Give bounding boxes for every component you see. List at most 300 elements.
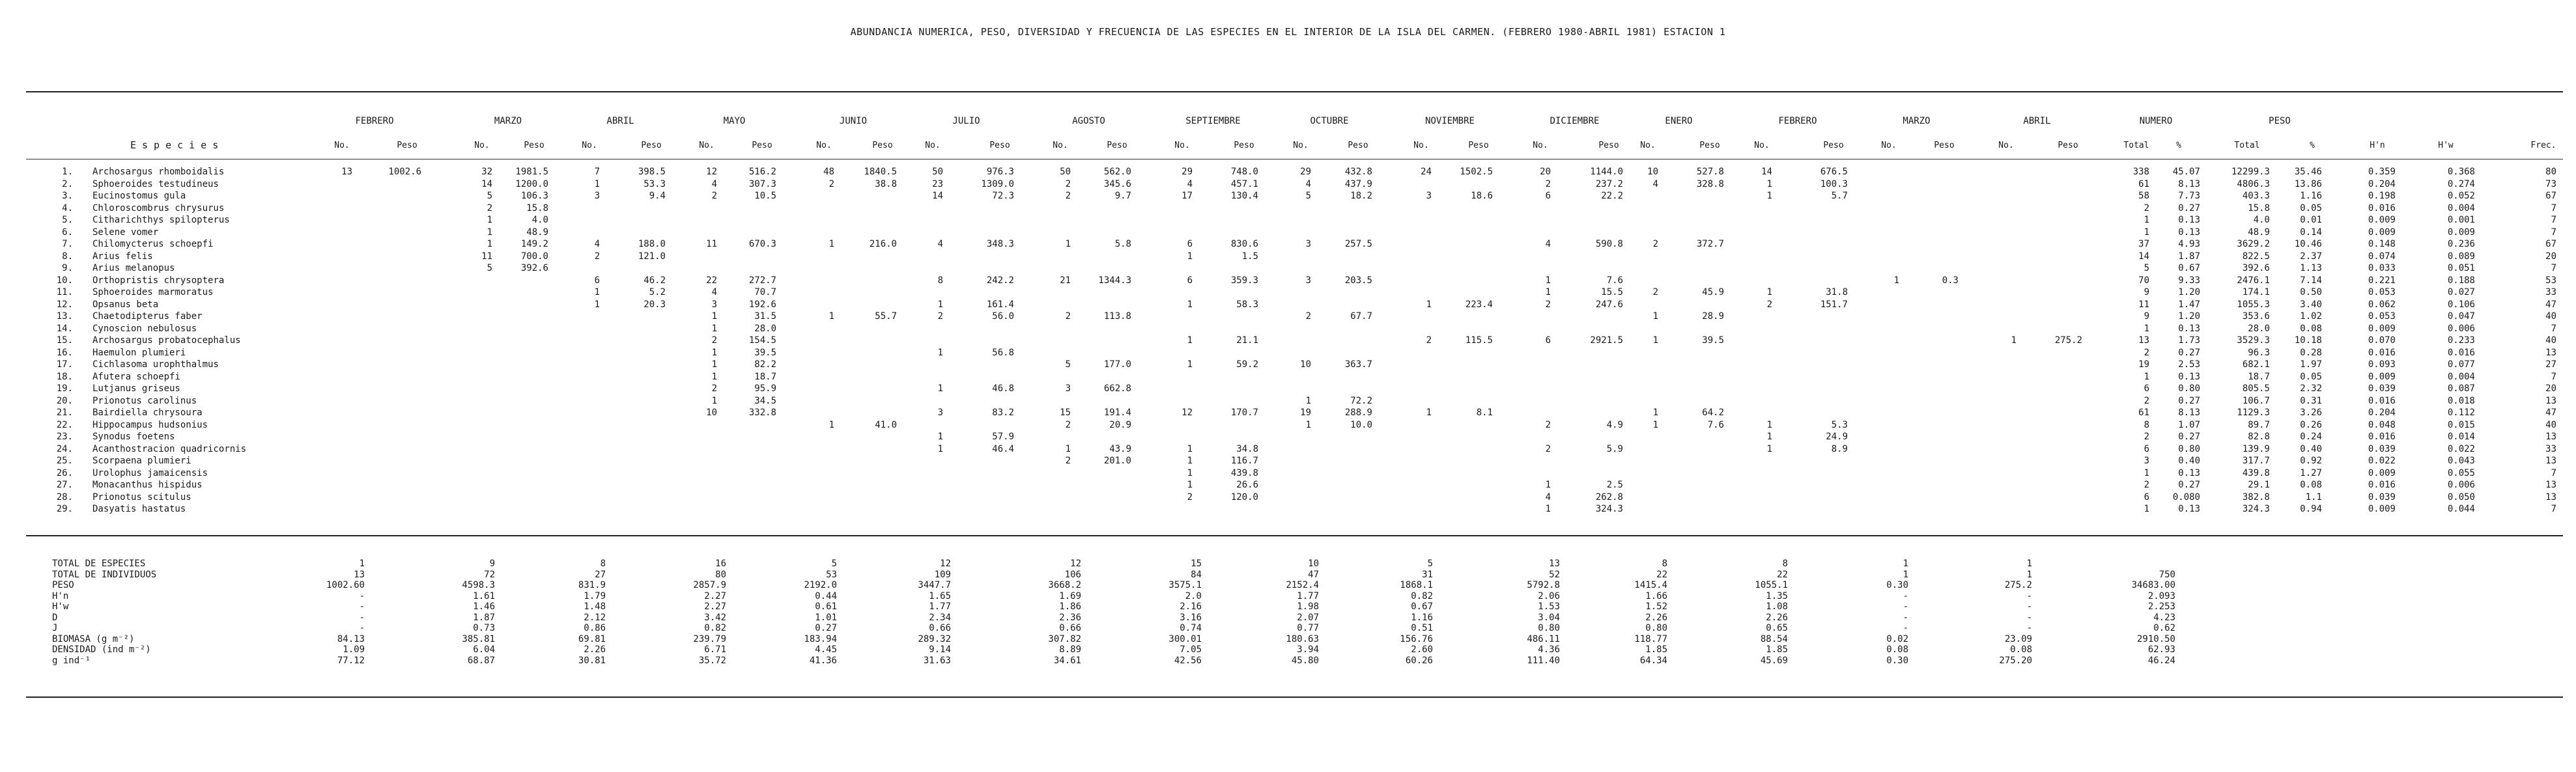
stat-value: - bbox=[1903, 601, 1908, 612]
table-cell: 149.2 bbox=[520, 239, 548, 249]
table-cell: 7 bbox=[2551, 504, 2556, 514]
stat-value: 9.14 bbox=[929, 644, 951, 655]
table-cell: 0.24 bbox=[2300, 432, 2322, 442]
species-name: Selene vomer bbox=[92, 227, 159, 238]
table-cell: 0.004 bbox=[2447, 202, 2475, 214]
stat-value: 2.093 bbox=[2147, 590, 2175, 601]
table-cell: 139.9 bbox=[2242, 443, 2270, 454]
table-cell: 5.8 bbox=[1114, 239, 1131, 249]
table-cell: 32 bbox=[481, 167, 492, 177]
table-cell: 115.5 bbox=[1465, 335, 1493, 346]
table-cell: 1 bbox=[937, 432, 943, 442]
table-cell: 151.7 bbox=[1820, 299, 1848, 310]
stat-value: 1.77 bbox=[1297, 590, 1319, 601]
table-cell: 21 bbox=[1060, 275, 1071, 286]
species-name: Chilomycterus schoepfi bbox=[92, 239, 214, 249]
table-cell: 38.8 bbox=[875, 178, 897, 189]
table-cell: 1 bbox=[1187, 359, 1193, 370]
table-cell: 2.5 bbox=[1606, 480, 1623, 490]
table-cell: 0.009 bbox=[2447, 227, 2475, 238]
table-cell: 1 bbox=[711, 371, 717, 382]
table-cell: 1 bbox=[828, 239, 834, 249]
stat-value: 0.74 bbox=[1180, 623, 1202, 633]
top-rule bbox=[26, 91, 2563, 92]
table-cell: 3 bbox=[2144, 456, 2149, 466]
table-cell: 12 bbox=[706, 167, 717, 177]
table-cell: 2 bbox=[1187, 491, 1193, 503]
table-cell: 1 bbox=[828, 311, 834, 322]
stat-value: 183.94 bbox=[804, 633, 837, 644]
peso-summary-header: PESO bbox=[2269, 116, 2291, 126]
stat-value: 1.35 bbox=[1766, 590, 1788, 601]
table-title: ABUNDANCIA NUMERICA, PESO, DIVERSIDAD Y FRECUENCIA DE LAS ESPECIES EN EL INTERIOR DE LA ISLA DEL CARMEN. (FEBRERO 1980-ABRIL 1981) ESTACION 1 bbox=[850, 26, 1726, 38]
table-cell: 9 bbox=[2144, 287, 2149, 297]
species-name: Acanthostracion quadricornis bbox=[92, 443, 247, 454]
table-cell: 1.87 bbox=[2178, 251, 2200, 262]
table-cell: 2 bbox=[487, 202, 492, 214]
stat-value: 46.24 bbox=[2147, 655, 2175, 666]
table-cell: 4.0 bbox=[2253, 215, 2270, 225]
table-cell: 13 bbox=[2545, 347, 2556, 358]
table-cell: 0.009 bbox=[2368, 227, 2396, 238]
table-cell: 130.4 bbox=[1230, 191, 1258, 201]
summary-subheader: H'w bbox=[2438, 141, 2454, 150]
peso-subheader: Peso bbox=[1598, 141, 1619, 150]
stat-value: 2857.9 bbox=[693, 580, 726, 590]
table-cell: 1 bbox=[828, 419, 834, 430]
table-cell: 457.1 bbox=[1230, 178, 1258, 189]
table-cell: 13 bbox=[2545, 395, 2556, 406]
stat-value: 15 bbox=[1191, 558, 1202, 569]
table-cell: 1 bbox=[1766, 287, 1772, 297]
table-cell: 0.233 bbox=[2447, 335, 2475, 346]
stat-value: 1.98 bbox=[1297, 601, 1319, 612]
table-cell: 1 bbox=[1545, 275, 1551, 286]
stat-value: 8 bbox=[600, 558, 606, 569]
stat-value: - bbox=[359, 612, 365, 623]
table-cell: 237.2 bbox=[1595, 178, 1623, 189]
table-cell: 5 bbox=[2144, 263, 2149, 273]
stat-value: 275.20 bbox=[1999, 655, 2032, 666]
table-cell: 56.8 bbox=[992, 347, 1014, 358]
table-cell: 2 bbox=[2144, 432, 2149, 442]
table-cell: 516.2 bbox=[748, 167, 776, 177]
species-name: Lutjanus griseus bbox=[92, 383, 180, 394]
species-index: 29. bbox=[56, 504, 73, 514]
table-cell: 2 bbox=[1766, 299, 1772, 310]
table-cell: 96.3 bbox=[2248, 347, 2270, 358]
table-cell: 2 bbox=[594, 251, 600, 262]
table-cell: 6 bbox=[2144, 443, 2149, 454]
stat-value: 486.11 bbox=[1527, 633, 1560, 644]
table-cell: 121.0 bbox=[638, 251, 666, 262]
table-cell: 7.6 bbox=[1606, 275, 1623, 286]
stat-value: 0.02 bbox=[1886, 633, 1908, 644]
stat-value: 23.09 bbox=[2004, 633, 2032, 644]
table-cell: 40 bbox=[2545, 419, 2556, 430]
table-cell: 12 bbox=[1182, 407, 1193, 418]
stat-value: 42.56 bbox=[1174, 655, 1202, 666]
species-name: Sphoeroides testudineus bbox=[92, 178, 219, 189]
table-cell: 14 bbox=[932, 191, 943, 201]
table-cell: 1.97 bbox=[2300, 359, 2322, 370]
species-index: 24. bbox=[56, 443, 73, 454]
month-header: SEPTIEMBRE bbox=[1185, 116, 1241, 126]
table-cell: 0.016 bbox=[2368, 347, 2396, 358]
table-cell: 1 bbox=[1766, 419, 1772, 430]
stat-value: 1.65 bbox=[929, 590, 951, 601]
table-cell: 0.13 bbox=[2178, 467, 2200, 478]
stat-value: 3.04 bbox=[1538, 612, 1560, 623]
stat-value: - bbox=[2026, 612, 2032, 623]
table-cell: 398.5 bbox=[638, 167, 666, 177]
table-cell: 0.08 bbox=[2300, 323, 2322, 334]
table-cell: 0.80 bbox=[2178, 443, 2200, 454]
table-cell: 0.188 bbox=[2447, 275, 2475, 286]
table-cell: 0.001 bbox=[2447, 215, 2475, 225]
table-cell: 15.5 bbox=[1601, 287, 1623, 297]
table-cell: 1 bbox=[594, 287, 600, 297]
table-cell: 1 bbox=[1652, 335, 1658, 346]
species-index: 10. bbox=[56, 275, 73, 286]
species-index: 28. bbox=[56, 491, 73, 503]
table-cell: 28.9 bbox=[1702, 311, 1724, 322]
table-cell: 0.070 bbox=[2368, 335, 2396, 346]
table-cell: 8.13 bbox=[2178, 178, 2200, 189]
table-cell: 223.4 bbox=[1465, 299, 1493, 310]
table-cell: 7 bbox=[2551, 263, 2556, 273]
table-cell: 359.3 bbox=[1230, 275, 1258, 286]
table-cell: 2921.5 bbox=[1590, 335, 1623, 346]
stat-value: 64.34 bbox=[1639, 655, 1667, 666]
table-cell: 11 bbox=[706, 239, 717, 249]
summary-subheader: Total bbox=[2234, 141, 2260, 150]
table-cell: 382.8 bbox=[2242, 491, 2270, 503]
species-index: 19. bbox=[56, 383, 73, 394]
table-cell: 18.6 bbox=[1471, 191, 1493, 201]
table-cell: 0.016 bbox=[2368, 202, 2396, 214]
table-cell: 1 bbox=[1545, 287, 1551, 297]
table-cell: 432.8 bbox=[1344, 167, 1372, 177]
stat-value: 31.63 bbox=[923, 655, 951, 666]
table-cell: 1 bbox=[711, 311, 717, 322]
month-header: MAYO bbox=[723, 116, 746, 126]
stat-value: 5 bbox=[1427, 558, 1433, 569]
table-cell: 2 bbox=[711, 335, 717, 346]
stat-value: 7.05 bbox=[1180, 644, 1202, 655]
peso-subheader: Peso bbox=[1468, 141, 1489, 150]
table-cell: 1 bbox=[2144, 371, 2149, 382]
table-cell: 47 bbox=[2545, 407, 2556, 418]
stat-value: - bbox=[1903, 623, 1908, 633]
table-cell: 203.5 bbox=[1344, 275, 1372, 286]
month-header: DICIEMBRE bbox=[1550, 116, 1600, 126]
species-index: 20. bbox=[56, 395, 73, 406]
stat-value: 0.66 bbox=[1059, 623, 1081, 633]
table-cell: 61 bbox=[2138, 407, 2149, 418]
month-header: ABRIL bbox=[606, 116, 634, 126]
table-cell: 1 bbox=[711, 395, 717, 406]
stat-value: - bbox=[359, 601, 365, 612]
no-subheader: No. bbox=[334, 141, 350, 150]
table-cell: 0.27 bbox=[2178, 202, 2200, 214]
table-cell: 14 bbox=[481, 178, 492, 189]
table-cell: 0.236 bbox=[2447, 239, 2475, 249]
especies-header: Especies bbox=[130, 139, 225, 151]
table-cell: 307.3 bbox=[748, 178, 776, 189]
table-cell: 1 bbox=[1766, 178, 1772, 189]
stat-value: 6.04 bbox=[473, 644, 495, 655]
table-cell: 1502.5 bbox=[1460, 167, 1493, 177]
table-cell: 161.4 bbox=[986, 299, 1014, 310]
table-cell: 0.009 bbox=[2368, 215, 2396, 225]
stat-value: 385.81 bbox=[462, 633, 495, 644]
stat-value: 1.77 bbox=[929, 601, 951, 612]
table-cell: 3 bbox=[937, 407, 943, 418]
table-cell: 2 bbox=[1065, 191, 1071, 201]
table-cell: 0.043 bbox=[2447, 456, 2475, 466]
stat-label: H'n bbox=[52, 590, 69, 601]
table-cell: 1 bbox=[2144, 323, 2149, 334]
table-cell: 6 bbox=[594, 275, 600, 286]
table-cell: 3 bbox=[711, 299, 717, 310]
table-cell: 48.9 bbox=[526, 227, 548, 238]
stat-value: 34.61 bbox=[1053, 655, 1081, 666]
table-cell: 53.3 bbox=[644, 178, 666, 189]
species-index: 25. bbox=[56, 456, 73, 466]
table-cell: 0.039 bbox=[2368, 443, 2396, 454]
table-cell: 682.1 bbox=[2242, 359, 2270, 370]
table-cell: 2 bbox=[1426, 335, 1432, 346]
table-cell: 0.40 bbox=[2300, 443, 2322, 454]
table-cell: 61 bbox=[2138, 178, 2149, 189]
table-cell: 89.7 bbox=[2248, 419, 2270, 430]
species-name: Prionotus scitulus bbox=[92, 491, 191, 503]
table-cell: 33 bbox=[2545, 287, 2556, 297]
stat-value: 8.89 bbox=[1059, 644, 1081, 655]
table-cell: 58.3 bbox=[1236, 299, 1258, 310]
table-cell: 24 bbox=[1421, 167, 1432, 177]
table-cell: 0.006 bbox=[2447, 323, 2475, 334]
table-cell: 6 bbox=[2144, 491, 2149, 503]
species-index: 5. bbox=[62, 215, 73, 225]
stat-value: 239.79 bbox=[693, 633, 726, 644]
table-cell: 7.6 bbox=[1707, 419, 1724, 430]
stat-label: g ind⁻¹ bbox=[52, 655, 91, 666]
table-cell: 22 bbox=[706, 275, 717, 286]
table-cell: 0.044 bbox=[2447, 504, 2475, 514]
table-cell: 10.0 bbox=[1350, 419, 1372, 430]
table-cell: 5.7 bbox=[1831, 191, 1848, 201]
table-cell: 439.8 bbox=[2242, 467, 2270, 478]
table-cell: 1981.5 bbox=[515, 167, 548, 177]
table-cell: 1002.6 bbox=[388, 167, 421, 177]
table-cell: 8 bbox=[2144, 419, 2149, 430]
table-cell: 0.31 bbox=[2300, 395, 2322, 406]
table-cell: 332.8 bbox=[748, 407, 776, 418]
table-cell: 0.01 bbox=[2300, 215, 2322, 225]
table-cell: 0.048 bbox=[2368, 419, 2396, 430]
stat-value: 300.01 bbox=[1168, 633, 1202, 644]
peso-subheader: Peso bbox=[524, 141, 545, 150]
table-cell: 5.3 bbox=[1831, 419, 1848, 430]
table-cell: 0.13 bbox=[2178, 371, 2200, 382]
stat-value: 0.80 bbox=[1645, 623, 1667, 633]
stat-value: 0.86 bbox=[584, 623, 606, 633]
table-cell: 1.20 bbox=[2178, 287, 2200, 297]
table-cell: 3529.3 bbox=[2237, 335, 2270, 346]
table-cell: 1 bbox=[594, 178, 600, 189]
table-cell: 1.07 bbox=[2178, 419, 2200, 430]
table-cell: 13 bbox=[341, 167, 352, 177]
table-cell: 2.37 bbox=[2300, 251, 2322, 262]
table-cell: 662.8 bbox=[1103, 383, 1131, 394]
table-cell: 1 bbox=[1187, 480, 1193, 490]
species-name: Chloroscombrus chrysurus bbox=[92, 202, 225, 214]
table-cell: 562.0 bbox=[1103, 167, 1131, 177]
table-cell: 1 bbox=[1652, 311, 1658, 322]
table-cell: 0.359 bbox=[2368, 167, 2396, 177]
stat-value: 1.08 bbox=[1766, 601, 1788, 612]
species-name: Urolophus jamaicensis bbox=[92, 467, 208, 478]
table-cell: 0.087 bbox=[2447, 383, 2475, 394]
table-cell: 3 bbox=[1305, 239, 1311, 249]
peso-subheader: Peso bbox=[1934, 141, 1955, 150]
month-header: MARZO bbox=[494, 116, 522, 126]
stat-value: 3668.2 bbox=[1048, 580, 1081, 590]
table-cell: 0.016 bbox=[2368, 432, 2396, 442]
stat-value: 1002.60 bbox=[326, 580, 365, 590]
table-cell: 2 bbox=[1545, 299, 1551, 310]
table-cell: 216.0 bbox=[869, 239, 897, 249]
species-name: Scorpaena plumieri bbox=[92, 456, 191, 466]
stat-value: 1.16 bbox=[1411, 612, 1433, 623]
species-name: Archosargus probatocephalus bbox=[92, 335, 241, 346]
table-cell: 7 bbox=[2551, 371, 2556, 382]
stat-value: - bbox=[359, 623, 365, 633]
table-cell: 20 bbox=[2545, 251, 2556, 262]
table-cell: 48.9 bbox=[2248, 227, 2270, 238]
table-cell: 1.20 bbox=[2178, 311, 2200, 322]
table-cell: 1 bbox=[1065, 239, 1071, 249]
table-cell: 73 bbox=[2545, 178, 2556, 189]
table-cell: 37 bbox=[2138, 239, 2149, 249]
stat-value: 1.87 bbox=[473, 612, 495, 623]
table-cell: 9 bbox=[2144, 311, 2149, 322]
table-cell: 1.02 bbox=[2300, 311, 2322, 322]
table-cell: 19 bbox=[1300, 407, 1311, 418]
stat-value: 4.23 bbox=[2153, 612, 2175, 623]
stat-label: DENSIDAD (ind m⁻²) bbox=[52, 644, 151, 655]
stat-value: 180.63 bbox=[1286, 633, 1319, 644]
table-cell: 6 bbox=[1545, 191, 1551, 201]
species-name: Haemulon plumieri bbox=[92, 347, 186, 358]
table-cell: 20.3 bbox=[644, 299, 666, 310]
table-cell: 18.7 bbox=[2248, 371, 2270, 382]
table-cell: 1 bbox=[711, 347, 717, 358]
table-cell: 3 bbox=[1065, 383, 1071, 394]
table-cell: 116.7 bbox=[1230, 456, 1258, 466]
table-cell: 0.018 bbox=[2447, 395, 2475, 406]
stat-value: 2.26 bbox=[1766, 612, 1788, 623]
table-cell: 5 bbox=[487, 263, 492, 273]
table-cell: 7 bbox=[2551, 215, 2556, 225]
species-name: Eucinostomus gula bbox=[92, 191, 186, 201]
stat-value: 45.80 bbox=[1291, 655, 1319, 666]
table-cell: 4 bbox=[1545, 239, 1551, 249]
species-index: 18. bbox=[56, 371, 73, 382]
stat-value: - bbox=[1903, 612, 1908, 623]
table-cell: 106.7 bbox=[2242, 395, 2270, 406]
table-cell: 0.016 bbox=[2368, 480, 2396, 490]
stat-value: 1.01 bbox=[815, 612, 837, 623]
table-cell: 20 bbox=[1540, 167, 1551, 177]
table-cell: 1 bbox=[1187, 443, 1193, 454]
table-cell: 27 bbox=[2545, 359, 2556, 370]
table-cell: 0.27 bbox=[2178, 480, 2200, 490]
peso-subheader: Peso bbox=[989, 141, 1010, 150]
stat-value: 0.82 bbox=[704, 623, 726, 633]
species-name: Dasyatis hastatus bbox=[92, 504, 186, 514]
stat-value: 0.08 bbox=[2010, 644, 2032, 655]
table-cell: 7.73 bbox=[2178, 191, 2200, 201]
table-cell: 0.016 bbox=[2368, 395, 2396, 406]
table-cell: 10.46 bbox=[2294, 239, 2322, 249]
table-cell: 7 bbox=[2551, 323, 2556, 334]
table-cell: 47 bbox=[2545, 299, 2556, 310]
table-cell: 1309.0 bbox=[981, 178, 1014, 189]
table-cell: 4.0 bbox=[531, 215, 548, 225]
table-cell: 83.2 bbox=[992, 407, 1014, 418]
stat-value: 2910.50 bbox=[2136, 633, 2175, 644]
table-cell: 363.7 bbox=[1344, 359, 1372, 370]
table-cell: 2 bbox=[1545, 419, 1551, 430]
stat-value: 1.52 bbox=[1645, 601, 1667, 612]
stat-value: 0.08 bbox=[1886, 644, 1908, 655]
stat-value: 13 bbox=[354, 569, 365, 580]
stat-label: TOTAL DE INDIVIDUOS bbox=[52, 569, 157, 580]
species-index: 1. bbox=[62, 167, 73, 177]
stat-value: - bbox=[1903, 590, 1908, 601]
stat-value: 4.45 bbox=[815, 644, 837, 655]
table-cell: 1 bbox=[937, 443, 943, 454]
no-subheader: No. bbox=[1881, 141, 1897, 150]
table-cell: 1 bbox=[1893, 275, 1899, 286]
month-header: FEBRERO bbox=[355, 116, 394, 126]
table-cell: 0.039 bbox=[2368, 491, 2396, 503]
table-cell: 19 bbox=[2138, 359, 2149, 370]
stat-value: 2.253 bbox=[2147, 601, 2175, 612]
stat-value: 3.42 bbox=[704, 612, 726, 623]
stat-value: 2.06 bbox=[1538, 590, 1560, 601]
table-cell: 11 bbox=[481, 251, 492, 262]
species-name: Citharichthys spilopterus bbox=[92, 215, 230, 225]
stat-value: 62.93 bbox=[2147, 644, 2175, 655]
stat-value: 1.66 bbox=[1645, 590, 1667, 601]
stat-value: 0.30 bbox=[1886, 580, 1908, 590]
table-cell: 0.033 bbox=[2368, 263, 2396, 273]
table-cell: 1 bbox=[711, 323, 717, 334]
table-cell: 1 bbox=[1305, 419, 1311, 430]
table-cell: 28.0 bbox=[2248, 323, 2270, 334]
table-cell: 0.05 bbox=[2300, 371, 2322, 382]
stat-value: 118.77 bbox=[1634, 633, 1667, 644]
stat-value: 5792.8 bbox=[1527, 580, 1560, 590]
table-cell: 2 bbox=[2144, 395, 2149, 406]
table-cell: 82.8 bbox=[2248, 432, 2270, 442]
stat-value: 2192.0 bbox=[804, 580, 837, 590]
species-name: Opsanus beta bbox=[92, 299, 159, 310]
